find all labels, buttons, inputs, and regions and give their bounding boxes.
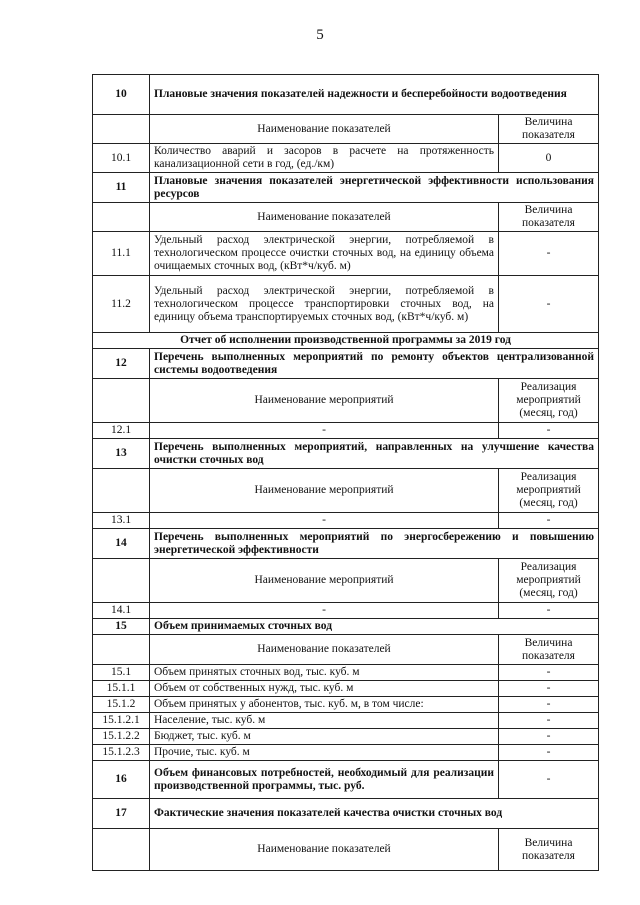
column-header-name: Наименование показателей — [150, 203, 499, 232]
item-value: - — [499, 603, 599, 619]
table-row-section — [93, 75, 599, 115]
item-value: - — [499, 745, 599, 761]
section-number: 15 — [93, 619, 150, 635]
item-text: Объем принятых сточных вод, тыс. куб. м — [150, 665, 499, 681]
item-number: 12.1 — [93, 423, 150, 439]
table-row-item — [93, 423, 599, 439]
item-number: 11.1 — [93, 232, 150, 276]
table-row-header — [93, 829, 599, 871]
section-title: Объем принимаемых сточных вод — [150, 619, 599, 635]
item-text: Удельный расход электрической энергии, потребляемой в технологическом процессе очистки сточных вод, на единицу объема очищаемых сточных вод, (кВт*ч/куб. м) — [150, 232, 499, 276]
item-text: Объем принятых у абонентов, тыс. куб. м, в том числе: — [150, 697, 499, 713]
table-row-item — [93, 232, 599, 276]
item-value: - — [499, 423, 599, 439]
table-row-item — [93, 681, 599, 697]
column-header-value: Реализация мероприятий (месяц, год) — [499, 469, 599, 513]
item-value: - — [499, 665, 599, 681]
page-number: 5 — [316, 27, 324, 43]
table-row-header — [93, 469, 599, 513]
column-header-name: Наименование показателей — [150, 829, 499, 871]
table-row-header — [93, 115, 599, 144]
item-number: 15.1.2.2 — [93, 729, 150, 745]
item-number: 15.1.1 — [93, 681, 150, 697]
section-number: 10 — [93, 75, 150, 115]
item-number: 13.1 — [93, 513, 150, 529]
section-title: Фактические значения показателей качества очистки сточных вод — [150, 799, 599, 829]
header-number-cell — [93, 469, 150, 513]
item-number: 10.1 — [93, 144, 150, 173]
program-table — [92, 74, 599, 871]
table-row-section — [93, 761, 599, 799]
column-header-value: Величина показателя — [499, 635, 599, 665]
column-header-value: Величина показателя — [499, 829, 599, 871]
column-header-name: Наименование показателей — [150, 115, 499, 144]
table-row-section — [93, 349, 599, 379]
table-row-section — [93, 529, 599, 559]
column-header-value: Реализация мероприятий (месяц, год) — [499, 559, 599, 603]
item-value: - — [499, 232, 599, 276]
item-text: - — [150, 513, 499, 529]
item-text: Население, тыс. куб. м — [150, 713, 499, 729]
table-row-item — [93, 276, 599, 333]
item-text: Удельный расход электрической энергии, потребляемой в технологическом процессе транспортировки сточных вод, на единицу объема транспортируемых сточных вод, (кВт*ч/куб. м) — [150, 276, 499, 333]
item-number: 15.1.2 — [93, 697, 150, 713]
table-row-item — [93, 713, 599, 729]
column-header-name: Наименование мероприятий — [150, 379, 499, 423]
item-value: - — [499, 729, 599, 745]
table-row-item — [93, 729, 599, 745]
table-row-header — [93, 559, 599, 603]
item-text: Бюджет, тыс. куб. м — [150, 729, 499, 745]
section-number: 12 — [93, 349, 150, 379]
header-number-cell — [93, 635, 150, 665]
column-header-value: Величина показателя — [499, 115, 599, 144]
item-text: Прочие, тыс. куб. м — [150, 745, 499, 761]
item-value: - — [499, 697, 599, 713]
section-number: 14 — [93, 529, 150, 559]
item-number: 15.1.2.1 — [93, 713, 150, 729]
report-heading: Отчет об исполнении производственной программы за 2019 год — [93, 333, 599, 349]
program-table-body — [93, 75, 599, 871]
table-row-item — [93, 665, 599, 681]
section-number: 11 — [93, 173, 150, 203]
table-row-item — [93, 697, 599, 713]
table-row-section — [93, 799, 599, 829]
item-number: 14.1 — [93, 603, 150, 619]
column-header-name: Наименование показателей — [150, 635, 499, 665]
header-number-cell — [93, 829, 150, 871]
item-value: - — [499, 513, 599, 529]
section-title: Перечень выполненных мероприятий по энергосбережению и повышению энергетической эффективности — [150, 529, 599, 559]
section-number: 17 — [93, 799, 150, 829]
column-header-value: Величина показателя — [499, 203, 599, 232]
column-header-name: Наименование мероприятий — [150, 559, 499, 603]
item-text: Объем от собственных нужд, тыс. куб. м — [150, 681, 499, 697]
table-row-header — [93, 379, 599, 423]
section-title: Перечень выполненных мероприятий, направленных на улучшение качества очистки сточных вод — [150, 439, 599, 469]
header-number-cell — [93, 115, 150, 144]
item-text: Количество аварий и засоров в расчете на протяженность канализационной сети в год, (ед./км) — [150, 144, 499, 173]
section-number: 16 — [93, 761, 150, 799]
table-row-item — [93, 144, 599, 173]
section-value: - — [499, 761, 599, 799]
item-value: - — [499, 276, 599, 333]
item-number: 11.2 — [93, 276, 150, 333]
table-row-section — [93, 439, 599, 469]
table-row-header — [93, 203, 599, 232]
header-number-cell — [93, 559, 150, 603]
table-row-item — [93, 603, 599, 619]
table-row-section — [93, 173, 599, 203]
table-row-full — [93, 333, 599, 349]
item-value: 0 — [499, 144, 599, 173]
table-row-section — [93, 619, 599, 635]
column-header-value: Реализация мероприятий (месяц, год) — [499, 379, 599, 423]
section-title: Плановые значения показателей надежности и бесперебойности водоотведения — [150, 75, 599, 115]
item-number: 15.1.2.3 — [93, 745, 150, 761]
section-title: Объем финансовых потребностей, необходимый для реализации производственной программы, тыс. руб. — [150, 761, 499, 799]
header-number-cell — [93, 379, 150, 423]
table-row-item — [93, 513, 599, 529]
table-row-header — [93, 635, 599, 665]
item-number: 15.1 — [93, 665, 150, 681]
item-text: - — [150, 423, 499, 439]
item-text: - — [150, 603, 499, 619]
section-title: Плановые значения показателей энергетической эффективности использования ресурсов — [150, 173, 599, 203]
table-row-item — [93, 745, 599, 761]
section-number: 13 — [93, 439, 150, 469]
column-header-name: Наименование мероприятий — [150, 469, 499, 513]
item-value: - — [499, 713, 599, 729]
item-value: - — [499, 681, 599, 697]
section-title: Перечень выполненных мероприятий по ремонту объектов централизованной системы водоотведения — [150, 349, 599, 379]
header-number-cell — [93, 203, 150, 232]
